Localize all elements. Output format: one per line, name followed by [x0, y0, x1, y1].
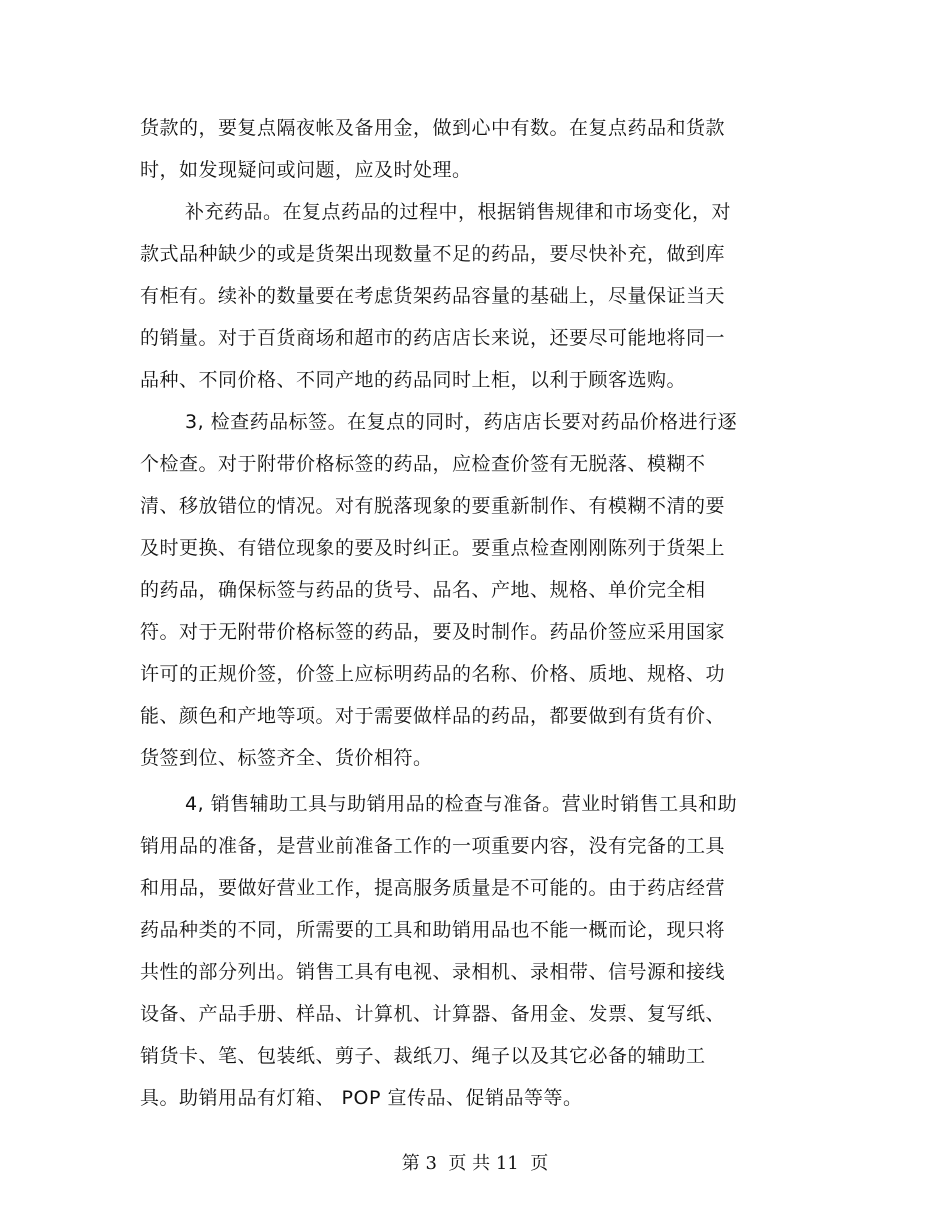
- paragraph-line: 有柜有。续补的数量要在考虑货架药品容量的基础上，尽量保证当天: [140, 285, 726, 307]
- paragraph-line: 及时更换、有错位现象的要及时纠正。要重点检查刚刚陈列于货架上: [140, 537, 726, 559]
- paragraph-line: 补充药品。在复点药品的过程中，根据销售规律和市场变化，对: [185, 201, 732, 223]
- paragraph-line: 销用品的准备，是营业前准备工作的一项重要内容，没有完备的工具: [140, 835, 726, 857]
- page-number-footer: 第 3 页 共 11 页: [401, 1153, 549, 1174]
- paragraph-line: 的销量。对于百货商场和超市的药店店长来说，还要尽可能地将同一: [140, 327, 726, 349]
- paragraph-line: 具。助销用品有灯箱、 POP 宣传品、促销品等等。: [140, 1087, 583, 1109]
- paragraph-line: 清、移放错位的情况。对有脱落现象的要重新制作、有模糊不清的要: [140, 495, 726, 517]
- paragraph-line: 货款的，要复点隔夜帐及备用金，做到心中有数。在复点药品和货款: [140, 117, 726, 139]
- paragraph-line: 的药品，确保标签与药品的货号、品名、产地、规格、单价完全相: [140, 579, 706, 601]
- paragraph-line: 款式品种缺少的或是货架出现数量不足的药品，要尽快补充，做到库: [140, 243, 726, 265]
- paragraph-line: 3, 检查药品标签。在复点的同时，药店店长要对药品价格进行逐: [185, 411, 738, 433]
- paragraph-line: 和用品，要做好营业工作，提高服务质量是不可能的。由于药店经营: [140, 877, 726, 899]
- paragraph-line: 能、颜色和产地等项。对于需要做样品的药品，都要做到有货有价、: [140, 705, 726, 727]
- paragraph-line: 品种、不同价格、不同产地的药品同时上柜，以利于顾客选购。: [140, 369, 687, 391]
- paragraph-line: 符。对于无附带价格标签的药品，要及时制作。药品价签应采用国家: [140, 621, 726, 643]
- paragraph-line: 药品种类的不同，所需要的工具和助销用品也不能一概而论，现只将: [140, 919, 726, 941]
- paragraph-line: 设备、产品手册、样品、计算机、计算器、备用金、发票、复写纸、: [140, 1003, 726, 1025]
- paragraph-line: 时，如发现疑问或问题，应及时处理。: [140, 159, 472, 181]
- paragraph-line: 4, 销售辅助工具与助销用品的检查与准备。营业时销售工具和助: [185, 793, 738, 815]
- paragraph-line: 共性的部分列出。销售工具有电视、录相机、录相带、信号源和接线: [140, 961, 726, 983]
- paragraph-line: 销货卡、笔、包装纸、剪子、裁纸刀、绳子以及其它必备的辅助工: [140, 1045, 706, 1067]
- paragraph-line: 许可的正规价签，价签上应标明药品的名称、价格、质地、规格、功: [140, 663, 726, 685]
- paragraph-line: 货签到位、标签齐全、货价相符。: [140, 747, 433, 769]
- paragraph-line: 个检查。对于附带价格标签的药品，应检查价签有无脱落、模糊不: [140, 453, 706, 475]
